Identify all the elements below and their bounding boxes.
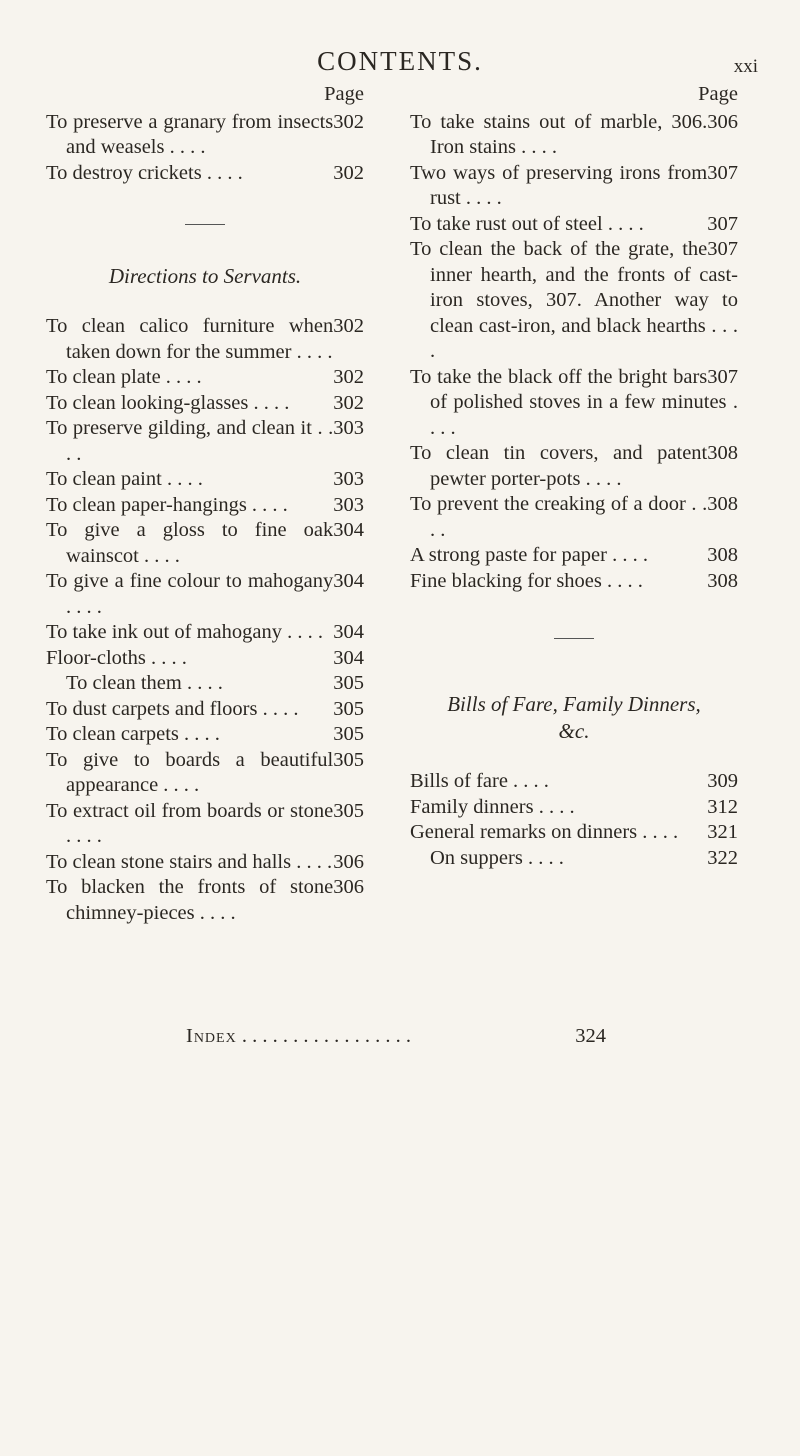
entry-page-number: 304 (333, 621, 364, 643)
contents-entry (410, 237, 738, 365)
contents-entry (410, 769, 738, 795)
entry-title: To clean looking-glasses (46, 391, 249, 414)
entry-title: To extract oil from boards or stone (46, 799, 334, 822)
entry-title: A strong paste for paper (410, 544, 607, 566)
entry-title: To clean stone stairs and halls (46, 850, 292, 873)
entry-page-number: 322 (707, 846, 738, 869)
entry-title: To give a fine colour to mahogany (46, 570, 334, 592)
entry-page-number: 304 (333, 570, 364, 592)
section-title-bills-of-fare (410, 691, 738, 745)
leader-dots: . . . . (522, 846, 564, 869)
entry-page-number: 305 (333, 748, 364, 771)
leader-dots: . . . . (201, 161, 243, 184)
entry-title: Bills of fare (410, 770, 508, 792)
contents-entry (46, 365, 364, 391)
entry-page-number: 303 (333, 417, 364, 439)
contents-entry (46, 569, 364, 620)
entry-title: Floor-cloths (46, 646, 146, 669)
left-top-entries (46, 110, 364, 187)
left-column (46, 82, 364, 926)
entry-title: Two ways of preserving irons from rust (410, 161, 708, 209)
left-main-entries (46, 314, 364, 926)
leader-dots: . . . . (66, 417, 334, 465)
entry-title: To clean them (66, 672, 182, 694)
entry-title: To blacken the fronts of stone chimney-pieces (46, 876, 334, 924)
entry-title: To give a gloss to fine oak wainscot (46, 519, 334, 567)
leader-dots: . . . . (515, 136, 557, 158)
contents-entry (46, 493, 364, 519)
entry-page-number: 307 (707, 161, 738, 184)
entry-page-number: 302 (333, 391, 364, 414)
leader-dots: . . . . (181, 672, 223, 694)
entry-page-number: 302 (333, 366, 364, 388)
entry-title: To clean the back of the grate, the inner hearth, and the fronts of cast-iron stoves, 307. Another way to clean cast-iron, and black hearths (410, 238, 738, 337)
entry-page-number: 308 (707, 442, 738, 464)
entry-page-number: 306 (333, 850, 364, 873)
section-title-line: Bills of Fare, Family Dinners, (447, 692, 701, 716)
divider-rule (185, 224, 225, 225)
section-title-servants: Directions to Servants. (108, 264, 302, 288)
entry-page-number: 308 (707, 544, 738, 566)
leader-dots: . . . . (580, 467, 622, 490)
contents-entry (410, 569, 738, 595)
entry-title: To dust carpets and floors (46, 697, 258, 720)
contents-entry (46, 110, 364, 161)
entry-page-number: 305 (333, 723, 364, 745)
leader-dots: . . . . (178, 723, 220, 745)
leader-dots: . . . . (160, 366, 202, 388)
contents-entry (46, 391, 364, 417)
leader-dots: . . . . (637, 821, 679, 843)
contents-entry (410, 161, 738, 212)
leader-dots: . . . . (158, 774, 200, 796)
contents-entry (46, 671, 364, 697)
entry-page-number: 306 (333, 876, 364, 898)
contents-entry (46, 875, 364, 926)
entry-title: To clean carpets (46, 723, 179, 745)
contents-entry (46, 697, 364, 723)
contents-entry (46, 748, 364, 799)
entry-title: To give to boards a beautiful appearance (46, 748, 334, 796)
leader-dots: . . . . (194, 901, 236, 924)
leader-dots: . . . . (66, 825, 102, 847)
entry-title: To take ink out of mahogany (46, 621, 282, 643)
leader-dots: . . . . (601, 569, 643, 592)
divider-rule (554, 638, 594, 639)
leader-dots: . . . . (248, 391, 290, 414)
entry-page-number: 303 (333, 468, 364, 490)
index-label: Index (186, 1025, 237, 1047)
contents-entry (46, 518, 364, 569)
running-head: CONTENTS. (317, 46, 483, 76)
contents-entry (410, 795, 738, 821)
entry-page-number: 304 (333, 519, 364, 541)
leader-dots: . . . . (281, 621, 323, 643)
leader-dots: . . . . (430, 391, 738, 439)
leader-dots: . . . . (460, 187, 502, 209)
contents-entry (46, 467, 364, 493)
contents-entry (410, 820, 738, 846)
index-entry (186, 1025, 606, 1048)
entry-page-number: 304 (333, 646, 364, 669)
page-column-label: Page (698, 83, 738, 105)
leader-dots: . . . . (507, 770, 549, 792)
entry-title: To clean paint (46, 468, 162, 490)
leader-dots: . . . . (138, 544, 180, 567)
leader-dots: . . . . (246, 493, 288, 516)
leader-dots: . . . . (430, 314, 739, 362)
leader-dots: . . . . (145, 646, 187, 669)
entry-title: Family dinners (410, 795, 534, 818)
entry-title: To take rust out of steel (410, 212, 603, 235)
contents-entry (46, 620, 364, 646)
entry-title: To preserve gilding, and clean it (46, 417, 312, 439)
contents-entry (410, 110, 738, 161)
contents-entry (46, 161, 364, 187)
right-after-entries (410, 769, 738, 871)
entry-page-number: 307 (707, 238, 738, 260)
contents-entry (46, 722, 364, 748)
leader-dots: . . . . (291, 340, 333, 363)
entry-title: Fine blacking for shoes (410, 569, 602, 592)
leader-dots: . . . . (606, 544, 648, 566)
entry-page-number: 305 (333, 672, 364, 694)
right-column (410, 82, 738, 871)
entry-page-number: 305 (333, 697, 364, 720)
leader-dots: . . . . . . . . . . . . . . . . . (241, 1025, 411, 1047)
entry-page-number: 306 (707, 110, 738, 133)
entry-page-number: 302 (333, 110, 364, 133)
entry-title: To clean tin covers, and patent pewter porter-pots (410, 442, 708, 490)
entry-title: To clean plate (46, 366, 161, 388)
leader-dots: . . . . (430, 493, 708, 541)
index-page: 324 (575, 1025, 606, 1047)
entry-title: To clean calico furniture when taken down for the summer (46, 315, 334, 363)
entry-title: To take the black off the bright bars of polished stoves in a few minutes (410, 365, 727, 413)
entry-title: To preserve a granary from insects and weasels (46, 110, 334, 158)
entry-title: To take stains out of marble, 306. Iron stains (410, 110, 708, 158)
leader-dots: . . . . (66, 595, 102, 618)
entry-title: On suppers (430, 846, 523, 869)
page-column-label: Page (324, 83, 364, 105)
entry-page-number: 307 (707, 365, 738, 388)
contents-entry (410, 365, 738, 442)
leader-dots: . . . . (164, 136, 206, 158)
entry-title: General remarks on dinners (410, 821, 638, 843)
leader-dots: . . . . (533, 795, 575, 818)
entry-page-number: 321 (707, 821, 738, 843)
leader-dots: . . . . (602, 212, 644, 235)
entry-page-number: 302 (333, 315, 364, 337)
leader-dots: . . . . (257, 697, 299, 720)
entry-title: To prevent the creaking of a door (410, 493, 686, 515)
contents-entry (46, 314, 364, 365)
contents-entry (46, 646, 364, 672)
contents-entry (410, 846, 738, 872)
contents-entry (410, 492, 738, 543)
page-number: xxi (733, 56, 758, 77)
entry-page-number: 309 (707, 770, 738, 792)
entry-page-number: 307 (707, 212, 738, 235)
entry-title: To destroy crickets (46, 161, 202, 184)
contents-entry (410, 212, 738, 238)
entry-page-number: 303 (333, 493, 364, 516)
contents-entry (46, 850, 364, 876)
entry-page-number: 302 (333, 161, 364, 184)
contents-entry (46, 416, 364, 467)
entry-page-number: 308 (707, 493, 738, 515)
entry-page-number: 305 (333, 799, 364, 822)
entry-title: To clean paper-hangings (46, 493, 247, 516)
contents-entry (46, 799, 364, 850)
section-title-line: &c. (558, 719, 590, 743)
entry-page-number: 312 (707, 795, 738, 818)
contents-entry (410, 543, 738, 569)
contents-entry (410, 441, 738, 492)
entry-page-number: 308 (707, 569, 738, 592)
leader-dots: . . . . (161, 468, 203, 490)
right-main-entries (410, 110, 738, 595)
leader-dots: . . . . (291, 850, 333, 873)
